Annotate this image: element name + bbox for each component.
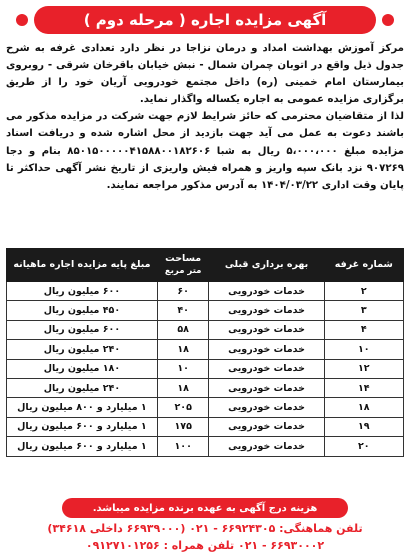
header-area-label: مساحت [165, 253, 202, 264]
cell-area: ۱۷۵ [157, 417, 209, 436]
table-body [7, 282, 404, 457]
notice-paragraph-1: مرکز آموزش بهداشت امداد و درمان نزاجا در نظر دارد تعدادی غرفه به شرح جدول ذیل واقع در اتوبان چمران شمال - نبش خیابان باقرخان شرقی - روبروی بیمارستان امام خمینی (ره) داخل مجتمع خودرویی آریان خود را از طریق برگزاری مزایده عمومی به اجاره یکساله واگذار نماید. [6, 43, 404, 106]
cell-price: ۱ میلیارد و ۶۰۰ میلیون ریال [7, 417, 158, 436]
cell-usage: خدمات خودرویی [209, 359, 324, 378]
cell-usage: خدمات خودرویی [209, 320, 324, 339]
notice-body [6, 40, 404, 246]
notice-title: آگهی مزایده اجاره ( مرحله دوم ) [34, 6, 376, 34]
cell-booth: ۱۰ [324, 340, 403, 359]
table-row [7, 437, 404, 456]
cell-booth: ۳ [324, 301, 403, 320]
cell-price: ۱ میلیارد و ۶۰۰ میلیون ریال [7, 437, 158, 456]
cell-usage: خدمات خودرویی [209, 340, 324, 359]
header-usage: بهره برداری قبلی [209, 249, 324, 282]
table-row [7, 359, 404, 378]
cell-area: ۱۰ [157, 359, 209, 378]
table-row [7, 398, 404, 417]
cost-note-banner: هزینه درج آگهی به عهده برنده مزایده میباشد. [62, 498, 348, 518]
cell-price: ۱ میلیارد و ۸۰۰ میلیون ریال [7, 398, 158, 417]
table-row [7, 417, 404, 436]
decor-dot-left [16, 14, 28, 26]
cell-usage: خدمات خودرویی [209, 282, 324, 301]
cell-price: ۲۴۰ میلیون ریال [7, 378, 158, 397]
cell-usage: خدمات خودرویی [209, 398, 324, 417]
table-header-row [7, 249, 404, 282]
cell-usage: خدمات خودرویی [209, 301, 324, 320]
notice-paragraph-2: لذا از متقاضیان محترمی که حائز شرایط لازم جهت شرکت در مزایده مذکور می باشند دعوت به عمل می آید جهت بازدید از محل اشاره شده و دریافت اسناد مزایده مبلغ ۵،۰۰۰،۰۰۰ ریال به شبا ۸۵۰۱۵۰۰۰۰۰۴۱۵۸۸۰۰۱۸۲۶۰۶ بنام و دجا ۹۰۷۲۶۹ نزد بانک سپه واریز و همراه فیش واریزی از تاریخ نشر آگهی حداکثر تا پایان وقت اداری ۱۴۰۴/۰۳/۲۲ به آدرس مذکور مراجعه نمایند. [6, 111, 404, 191]
cell-area: ۴۰ [157, 301, 209, 320]
decor-dot-right [382, 14, 394, 26]
cell-booth: ۱۴ [324, 378, 403, 397]
cell-area: ۶۰ [157, 282, 209, 301]
cell-booth: ۲۰ [324, 437, 403, 456]
cell-booth: ۲ [324, 282, 403, 301]
table-row [7, 282, 404, 301]
contact-phone-line-2: ۶۶۹۳۰۰۰۲ - ۰۲۱ تلفن همراه : ۰۹۱۲۷۱۰۱۲۵۶ [85, 539, 325, 552]
cell-area: ۵۸ [157, 320, 209, 339]
header-booth: شماره غرفه [324, 249, 403, 282]
booth-table-wrap [6, 248, 404, 457]
cell-booth: ۱۹ [324, 417, 403, 436]
header-area [157, 249, 209, 282]
contact-info [4, 520, 406, 554]
table-row [7, 340, 404, 359]
cell-price: ۱۸۰ میلیون ریال [7, 359, 158, 378]
table-row [7, 378, 404, 397]
cell-price: ۶۰۰ میلیون ریال [7, 282, 158, 301]
cell-area: ۱۰۰ [157, 437, 209, 456]
cell-booth: ۱۸ [324, 398, 403, 417]
contact-phone-line-1: تلفن هماهنگی: ۶۶۹۲۴۳۰۵ - ۰۲۱ (۶۶۹۳۹۰۰۰ داخلی ۳۴۶۱۸) [47, 522, 363, 535]
header-price: مبلغ پایه مزایده اجاره ماهیانه [7, 249, 158, 282]
cell-area: ۱۸ [157, 378, 209, 397]
cell-price: ۴۵۰ میلیون ریال [7, 301, 158, 320]
title-section [0, 2, 410, 40]
table-row [7, 320, 404, 339]
cell-booth: ۴ [324, 320, 403, 339]
cell-booth: ۱۲ [324, 359, 403, 378]
cell-usage: خدمات خودرویی [209, 378, 324, 397]
header-area-unit: متر مربع [164, 266, 202, 276]
cell-usage: خدمات خودرویی [209, 417, 324, 436]
table-row [7, 301, 404, 320]
cell-area: ۱۸ [157, 340, 209, 359]
booth-table [6, 248, 404, 457]
cell-area: ۲۰۵ [157, 398, 209, 417]
cell-price: ۲۴۰ میلیون ریال [7, 340, 158, 359]
cell-price: ۶۰۰ میلیون ریال [7, 320, 158, 339]
cell-usage: خدمات خودرویی [209, 437, 324, 456]
